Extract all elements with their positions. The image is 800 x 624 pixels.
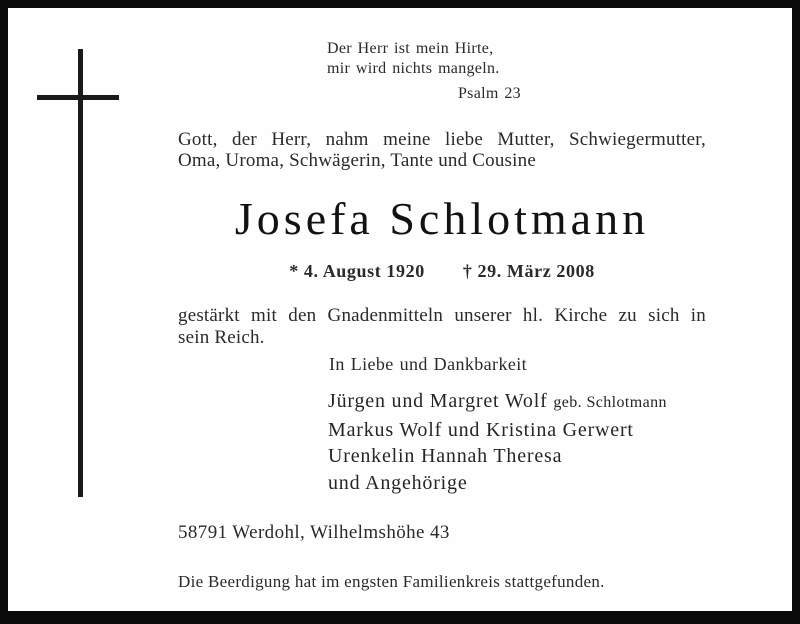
closing-line-2: sein Reich. (178, 326, 265, 348)
life-dates (178, 261, 706, 282)
funeral-note: Die Beerdigung hat im engsten Familienkreis stattgefunden. (178, 572, 605, 591)
mourner-line-3: Urenkelin Hannah Theresa (328, 445, 563, 467)
intro-line-1: Gott, der Herr, nahm meine liebe Mutter, Schwiegermutter, (178, 129, 706, 150)
mourner-line-1 (328, 388, 667, 417)
address-line: 58791 Werdohl, Wilhelmshöhe 43 (178, 522, 450, 543)
scripture-quote (327, 39, 521, 104)
cross-horizontal-bar (37, 95, 119, 100)
mourner-names: Jürgen und Margret Wolf (328, 390, 548, 412)
cross-vertical-bar (78, 49, 83, 497)
mourner-line-2: Markus Wolf und Kristina Gerwert (328, 418, 634, 441)
tribute-line: In Liebe und Dankbarkeit (329, 354, 528, 374)
death-date: † 29. März 2008 (462, 261, 595, 281)
quote-source: Psalm 23 (457, 85, 521, 102)
deceased-name: Josefa Schlotmann (234, 193, 650, 244)
closing-line-1: gestärkt mit den Gnadenmitteln unserer hl. Kirche zu sich in (178, 305, 706, 326)
quote-line-2: mir wird nichts mangeln. (327, 59, 500, 77)
birth-date: * 4. August 1920 (289, 261, 425, 281)
intro-line-2: Oma, Uroma, Schwägerin, Tante und Cousine (178, 150, 536, 171)
quote-line-1: Der Herr ist mein Hirte, (327, 40, 494, 57)
mourner-line-4: und Angehörige (328, 471, 468, 494)
closing-paragraph (178, 305, 706, 348)
maiden-name: geb. Schlotmann (553, 394, 667, 411)
intro-paragraph (178, 129, 706, 171)
mourners-list (328, 388, 667, 496)
